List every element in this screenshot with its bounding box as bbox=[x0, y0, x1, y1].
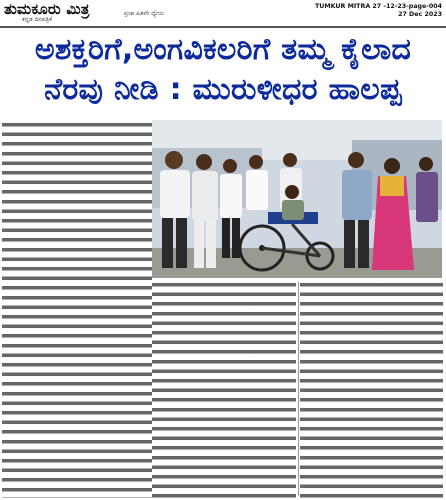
dateline bbox=[292, 3, 442, 19]
tagline: ಪ್ರಜಾ ಹಿತವೇ ಧ್ಯೇಯ bbox=[124, 10, 165, 17]
newspaper-logo: ತುಮಕೂರು ಮಿತ್ರ bbox=[4, 0, 90, 18]
article-column-1 bbox=[2, 122, 152, 498]
column-1-text-lines bbox=[2, 122, 152, 498]
page-reference: TUMKUR MITRA 27 -12-23-page-004 bbox=[314, 3, 442, 10]
headline bbox=[0, 30, 446, 114]
news-photo bbox=[152, 120, 442, 278]
photo-illustration bbox=[152, 120, 442, 278]
publication-date: 27 Dec 2023 bbox=[398, 11, 442, 18]
headline-line-2: ನೆರವು ನೀಡಿ : ಮುರುಳೀಧರ ಹಾಲಪ್ಪ bbox=[44, 72, 402, 107]
column-3-text-lines bbox=[300, 282, 443, 498]
headline-line-1: ಅಶಕ್ತರಿಗೆ,ಅಂಗವಿಕಲರಿಗೆ ತಮ್ಮ ಕೈಲಾದ bbox=[34, 32, 412, 67]
logo-subtitle: ಕನ್ನಡ ದಿನಪತ್ರಿಕೆ bbox=[22, 16, 53, 23]
column-divider bbox=[298, 282, 299, 496]
article-column-3 bbox=[300, 282, 443, 498]
article-column-2 bbox=[152, 282, 296, 498]
masthead bbox=[0, 0, 446, 28]
column-2-text-lines bbox=[152, 282, 296, 498]
